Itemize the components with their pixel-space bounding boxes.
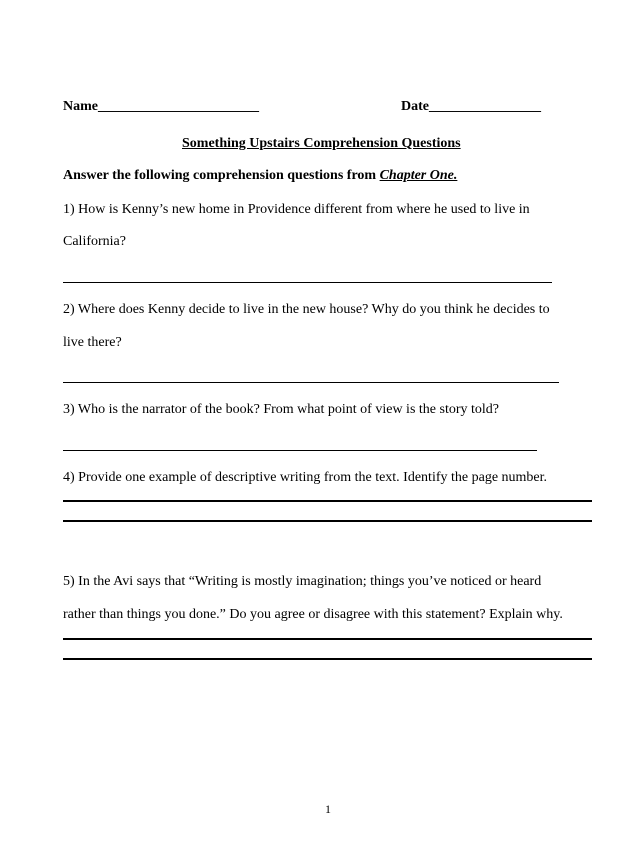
answer-line-5a[interactable]	[63, 638, 592, 640]
chapter-reference: Chapter One.	[379, 168, 458, 183]
question-2-line-2: live there?	[63, 335, 122, 350]
name-label: Name	[63, 99, 98, 114]
question-5-line-1: 5) In the Avi says that “Writing is mostly imagination; things you’ve noticed or heard	[63, 574, 542, 589]
instructions	[63, 168, 457, 184]
name-blank[interactable]: _______________________	[98, 99, 259, 114]
answer-line-5b[interactable]	[63, 658, 592, 660]
worksheet-title: Something Upstairs Comprehension Questions	[182, 136, 461, 151]
date-label: Date	[401, 99, 429, 114]
date-field	[401, 99, 541, 115]
page-number: 1	[325, 802, 331, 816]
question-1-line-1: 1) How is Kenny’s new home in Providence different from where he used to live in	[63, 202, 530, 217]
date-blank[interactable]: ________________	[429, 99, 541, 114]
answer-line-4b[interactable]	[63, 520, 592, 522]
question-5-line-2: rather than things you done.” Do you agree or disagree with this statement? Explain why.	[63, 607, 563, 622]
question-4-line-1: 4) Provide one example of descriptive writing from the text. Identify the page number.	[63, 470, 548, 485]
question-1-line-2: California?	[63, 234, 126, 249]
answer-line-3[interactable]	[63, 450, 537, 451]
instructions-text: Answer the following comprehension questions from	[63, 168, 380, 183]
name-field	[63, 99, 259, 115]
answer-line-2[interactable]	[63, 382, 559, 383]
question-2-line-1: 2) Where does Kenny decide to live in the new house? Why do you think he decides to	[63, 302, 550, 317]
answer-line-4a[interactable]	[63, 500, 592, 502]
answer-line-1[interactable]	[63, 282, 552, 283]
question-3-line-1: 3) Who is the narrator of the book? From what point of view is the story told?	[63, 402, 499, 417]
